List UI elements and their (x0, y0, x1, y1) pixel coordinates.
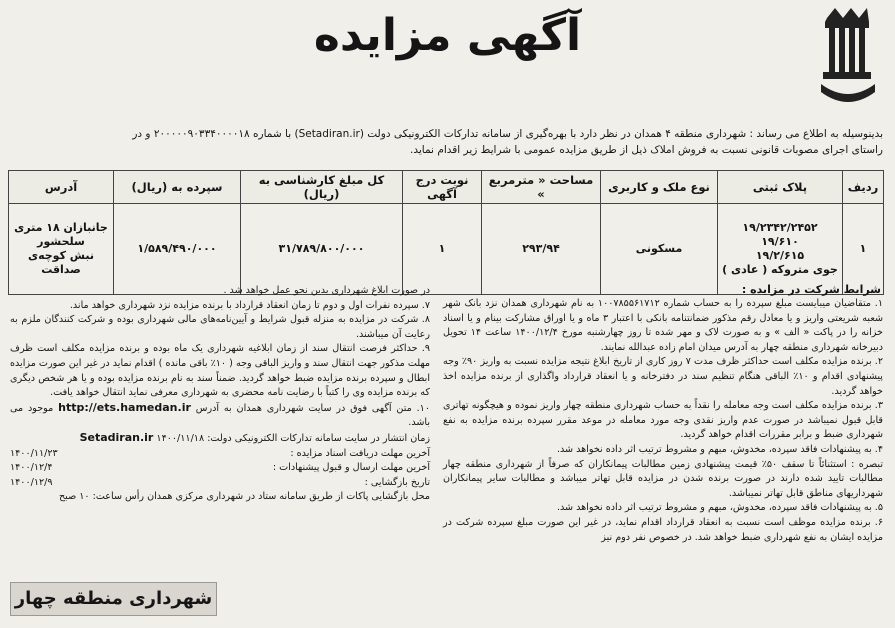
intro-line-1: بدینوسیله به اطلاع می رساند : شهرداری منطقه ۴ همدان در نظر دارد با بهره‌گیری از سامانه تدارکات الکترونیکی دولت (Setadiran.ir) با شماره ۲۰۰۰۰۰۹۰۳۳۴۰۰۰۰۱۸ و در (132, 128, 883, 140)
condition-item: ۱. متقاضیان میبایست مبلغ سپرده را به حساب شماره ۱۰۰۷۸۵۵۶۱۷۱۲ به نام شهرداری همدان نزد بانک شهر شعبه شریعتی واریز و یا معادل رقم مذکور ضمانتنامه بانکی با اعتبار ۳ ماه و یا اوراق مشارکت بینام و یا اسناد خزانه را در پاکت « الف » و به صورت لاک و مهر شده تا روز چهارشنبه مورخ ۱۴۰۰/۱۲/۴ ساعت ۱۴ تحویل دبیرخانه شهرداری منطقه چهار به آدرس میدان امام زاده عبدالله نمایند. (443, 298, 883, 353)
condition-note: تبصره : استثنائاً تا سقف ۵۰٪ قیمت پیشنهادی زمین مطالبات پیمانکاران که صرفاً از شهرداری منطقه چهار مطالبات تایید شده دارند در صورت برنده شدن در مزایده قابل تهاتر میباشد و مطالبات سایر پیمانکاران شهرداریهای مناطق قابل تهاتر نمیباشد. (443, 458, 883, 499)
deadline-value: ۱۴۰۰/۱۲/۹ (10, 476, 53, 488)
plaque-line: ۱۹/۲۳۴۲/۲۴۵۲ (742, 221, 818, 234)
cell-index: ۱ (843, 204, 884, 295)
header-type: نوع ملک و کاربری (601, 171, 718, 204)
header-deposit: سپرده به (ریال) (114, 171, 241, 204)
cell-plaque (718, 204, 843, 295)
intro-paragraph (43, 126, 883, 158)
address-line: نبش کوچه‌ی صداقت (28, 249, 94, 276)
cell-round: ۱ (403, 204, 482, 295)
address-line: جانبازان ۱۸ متری سلحشور (14, 221, 108, 248)
page-title: آگهی مزایده (313, 10, 582, 61)
condition-item-10 (10, 401, 430, 431)
conditions-left-column (10, 284, 430, 505)
cell-deposit: ۱/۵۸۹/۴۹۰/۰۰۰ (114, 204, 241, 295)
condition-item: ۴. به پیشنهادات فاقد سپرده، مخدوش، مبهم و مشروط ترتیب اثر داده نخواهد شد. (556, 443, 883, 455)
condition-item: ۸. شرکت در مزایده به منزله قبول شرایط و آیین‌نامه‌های مالی شهرداری بوده و شرکت کنندگان ملزم به رعایت آن میباشند. (10, 314, 430, 340)
cell-price: ۳۱/۷۸۹/۸۰۰/۰۰۰ (241, 204, 403, 295)
website-link[interactable]: http://ets.hamedan.ir (58, 400, 191, 414)
signature-box: شهرداری منطقه چهار (10, 582, 217, 616)
deadline-label: آخرین مهلت ارسال و قبول پیشنهادات : (272, 462, 430, 474)
cell-type: مسکونی (601, 204, 718, 295)
condition-item: در صورت ابلاغ شهرداری بدین نحو عمل خواهد شد . (223, 285, 430, 296)
deadline-row (10, 476, 430, 491)
header-address: آدرس (9, 171, 114, 204)
condition-item: ۳. برنده مزایده مکلف است وجه معامله را نقداً به حساب شهرداری منطقه چهار واریز نموده و هیچگونه تهاتری قابل قبول نمیباشد در صورت عدم واریز نقدی وجه مورد معامله در موعد مقرر سپرده برنده مزایده به نفع شهرداری ضبط و برابر مقررات اقدام خواهد گردید. (443, 400, 883, 441)
publish-info (10, 431, 430, 447)
header-area: مساحت « مترمربع » (482, 171, 601, 204)
condition-item: ۹. حداکثر فرصت انتقال سند از زمان ابلاغیه شهرداری یک ماه بوده و برنده مزایده مکلف است ظرف مهلت مذکور جهت انتقال سند و واریز الباقی وجه ( ۱۰٪ باقی مانده ) اقدام نماید در غیر این صورت مزایده ابطال و سپرده برنده مزایده ضبط خواهد گردید. ضمناً سند به نام برنده مزایده بوده و یا هر شخص دیگری که برنده مزایده وی را کتباً با رضایت نامه محضری به شهرداری معرفی نماید انتقال خواهد یافت. (10, 343, 430, 399)
condition-item: ۶. برنده مزایده موظف است نسبت به انعقاد قرارداد اقدام نماید، در غیر این صورت مبلغ سپرده شرکت در مزایده ایشان به نفع شهرداری ضبط خواهد شد. در خصوص نفر دوم نیز (443, 516, 883, 543)
condition-item: ۷. سپرده نفرات اول و دوم تا زمان انعقاد قرارداد با برنده مزایده نزد شهرداری خواهد ماند. (69, 299, 430, 311)
header-index: ردیف (843, 171, 884, 204)
plaque-line: ۱۹/۲/۶۱۵ (755, 249, 805, 262)
property-table (8, 170, 884, 295)
cell-address (9, 204, 114, 295)
plaque-line: ۱۹/۶۱۰ (761, 235, 799, 248)
header-round: نوبت درج آگهی (403, 171, 482, 204)
setadiran-link[interactable]: Setadiran.ir (79, 430, 154, 444)
publish-text: زمان انتشار در سایت سامانه تدارکات الکترونیکی دولت: (207, 432, 430, 444)
condition-item: ۵. به پیشنهادات فاقد سپرده، مخدوش، مبهم و مشروط ترتیب اثر داده نخواهد شد. (556, 502, 883, 514)
publish-date: ۱۴۰۰/۱۱/۱۸ (156, 432, 205, 444)
condition-item: ۲. برنده مزایده مکلف است حداکثر ظرف مدت ۷ روز کاری از تاریخ ابلاغ نتیجه مزایده نسبت به واریز ۹۰٪ وجه پیشنهادی اقدام و ۱۰٪ الباقی هنگام تنظیم سند در دفترخانه و یا انعقاد قرارداد واگذاری از برنده مزایده اخذ خواهد گردید. (443, 356, 883, 397)
deadline-label: آخرین مهلت دریافت اسناد مزایده : (290, 447, 430, 459)
item10-text: ۱۰. متن آگهی فوق در سایت شهرداری همدان به آدرس (195, 402, 430, 414)
opening-place: محل بازگشایی پاکات از طریق سامانه ستاد در شهرداری مرکزی همدان رأس ساعت: ۱۰ صبح (58, 491, 430, 503)
deadline-value: ۱۴۰۰/۱۲/۴ (10, 462, 53, 474)
cell-area: ۲۹۳/۹۴ (482, 204, 601, 295)
deadline-row (10, 461, 430, 476)
conditions-right-column (443, 297, 883, 545)
conditions-title: شرایط شرکت در مزایده : (741, 283, 881, 296)
intro-line-2: راستای اجرای مصوبات قانونی نسبت به فروش املاک ذیل از طریق مزایده عمومی با شرایط زیر اقدام نماید. (410, 144, 883, 156)
table-header-row (9, 171, 884, 204)
header-plaque: پلاک ثبتی (718, 171, 843, 204)
header-price: کل مبلغ کارشناسی به (ریال) (241, 171, 403, 204)
deadline-label: تاریخ بازگشایی : (364, 476, 430, 488)
table-row (9, 204, 884, 295)
deadline-value: ۱۴۰۰/۱۱/۲۳ (10, 447, 58, 459)
item10-tail: موجود می باشد. (10, 402, 430, 429)
plaque-line: جوی متروکه ( عادی ) (722, 263, 838, 276)
deadline-row (10, 447, 430, 462)
